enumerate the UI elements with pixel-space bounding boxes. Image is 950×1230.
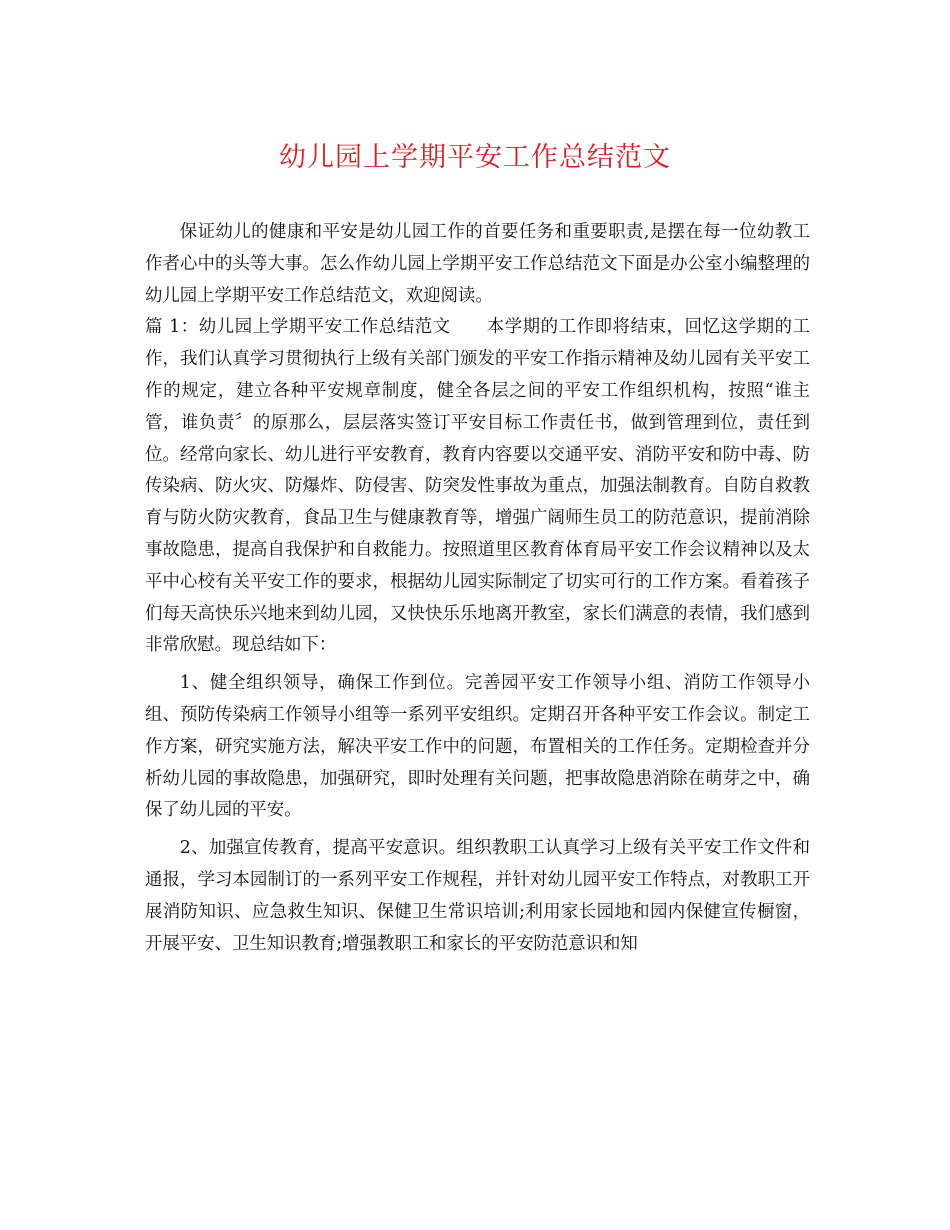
- intro-paragraph: 保证幼儿的健康和平安是幼儿园工作的首要任务和重要职责,是摆在每一位幼教工作者心中的头等大事。怎么作幼儿园上学期平安工作总结范文下面是办公室小编整理的幼儿园上学期平安工作总结范文，欢迎阅读。: [145, 222, 810, 306]
- section-1-paragraph: 篇 1：幼儿园上学期平安工作总结范文 本学期的工作即将结束，回忆这学期的工作，我们认真学习贯彻执行上级有关部门颁发的平安工作指示精神及幼儿园有关平安工作的规定，建立各种平安规章制度，健全各层之间的平安工作组织机构，按照“谁主管，谁负责〞的原那么，层层落实签订平安目标工作责任书，做到管理到位，责任到位。经常向家长、幼儿进行平安教育，教育内容要以交通平安、消防平安和防中毒、防传染病、防火灾、防爆炸、防侵害、防突发性事故为重点，加强法制教育。自防自救教育与防火防灾教育，食品卫生与健康教育等，增强广阔师生员工的防范意识，提前消除事故隐患，提高自我保护和自救能力。按照道里区教育体育局平安工作会议精神以及太平中心校有关平安工作的要求，根据幼儿园实际制定了切实可行的工作方案。看着孩子们每天高快乐兴地来到幼儿园，又快快乐乐地离开教室，家长们满意的表情，我们感到非常欣慰。现总结如下：: [145, 317, 810, 656]
- document-title: 幼儿园上学期平安工作总结范文: [279, 142, 671, 173]
- item-1-paragraph: 1、健全组织领导，确保工作到位。完善园平安工作领导小组、消防工作领导小组、预防传染病工作领导小组等一系列平安组织。定期召开各种平安工作会议。制定工作方案，研究实施方法，解决平安工作中的问题，布置相关的工作任务。定期检查并分析幼儿园的事故隐患，加强研究，即时处理有关问题，把事故隐患消除在萌芽之中，确保了幼儿园的平安。: [145, 673, 810, 821]
- item-2-paragraph: 2、加强宣传教育，提高平安意识。组织教职工认真学习上级有关平安工作文件和通报，学习本园制订的一系列平安工作规程，并针对幼儿园平安工作特点，对教职工开展消防知识、应急救生知识、保健卫生常识培训;利用家长园地和园内保健宣传橱窗，开展平安、卫生知识教育;增强教职工和家长的平安防范意识和知: [145, 838, 810, 954]
- document-body: [145, 217, 810, 960]
